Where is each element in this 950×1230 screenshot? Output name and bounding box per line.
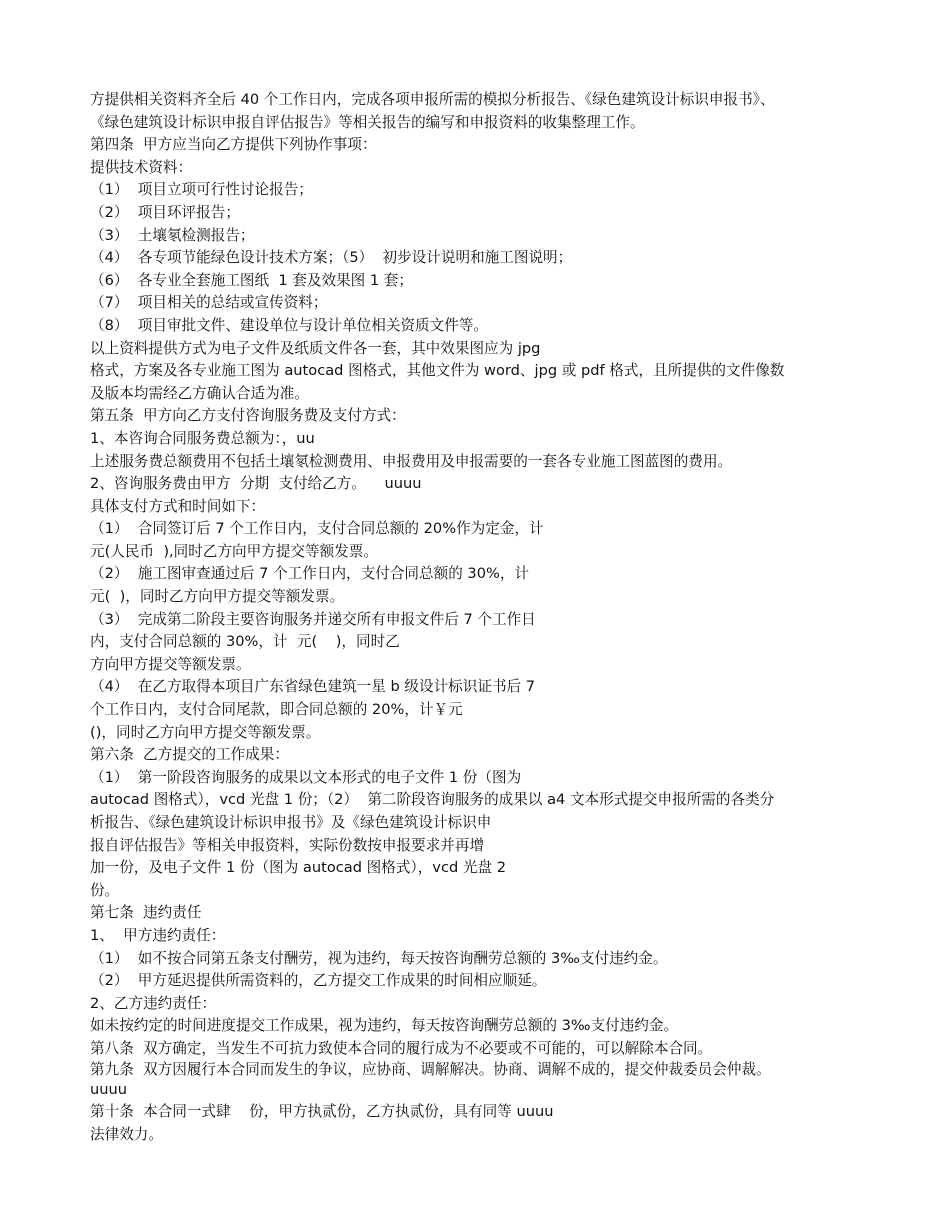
paragraph-line: 内，支付合同总额的 30%，计 元( )，同时乙 bbox=[90, 633, 400, 651]
paragraph-line: 格式，方案及各专业施工图为 autocad 图格式，其他文件为 word、jpg 或 pdf 格式，且所提供的文件像数 bbox=[90, 362, 785, 380]
paragraph-line: autocad 图格式），vcd 光盘 1 份；（2） 第二阶段咨询服务的成果以 a4 文本形式提交申报所需的各类分 bbox=[90, 791, 775, 809]
paragraph-line: 上述服务费总额费用不包括土壤氡检测费用、申报费用及申报需要的一套各专业施工图蓝图的费用。 bbox=[90, 452, 733, 470]
contract-document bbox=[90, 89, 880, 1146]
paragraph-line: 《绿色建筑设计标识申报自评估报告》等相关报告的编写和申报资料的收集整理工作。 bbox=[90, 113, 645, 131]
paragraph-line: 以上资料提供方式为电子文件及纸质文件各一套，其中效果图应为 jpg bbox=[90, 339, 541, 357]
list-item: （1） 第一阶段咨询服务的成果以文本形式的电子文件 1 份（图为 bbox=[90, 768, 522, 786]
paragraph-line: 1、本咨询合同服务费总额为：，uu bbox=[90, 429, 315, 447]
paragraph-line: 2、乙方违约责任： bbox=[90, 994, 217, 1012]
list-item: （6） 各专业全套施工图纸 1 套及效果图 1 套； bbox=[90, 271, 414, 289]
article-five-heading: 第五条 甲方向乙方支付咨询服务费及支付方式： bbox=[90, 407, 406, 425]
article-nine-heading: 第九条 双方因履行本合同而发生的争议，应协商、调解解决。协商、调解不成的，提交仲裁委员会仲裁。 bbox=[90, 1060, 771, 1078]
paragraph-line: 提供技术资料： bbox=[90, 158, 193, 176]
paragraph-line: 法律效力。 bbox=[90, 1125, 163, 1143]
list-item: （1） 合同签订后 7 个工作日内，支付合同总额的 20%作为定金，计 bbox=[90, 520, 544, 538]
paragraph-line: uuuu bbox=[90, 1080, 127, 1098]
article-ten-heading: 第十条 本合同一式肆 份，甲方执贰份，乙方执贰份，具有同等 uuuu bbox=[90, 1103, 554, 1121]
list-item: （8） 项目审批文件、建设单位与设计单位相关资质文件等。 bbox=[90, 316, 489, 334]
list-item: （4） 在乙方取得本项目广东省绿色建筑一星 b 级设计标识证书后 7 bbox=[90, 678, 536, 696]
list-item: （2） 项目环评报告； bbox=[90, 203, 240, 221]
paragraph-line: 元( )，同时乙方向甲方提交等额发票。 bbox=[90, 588, 345, 606]
paragraph-line: 如未按约定的时间进度提交工作成果，视为违约，每天按咨询酬劳总额的 3‰支付违约金。 bbox=[90, 1017, 679, 1035]
list-item: （1） 项目立项可行性讨论报告； bbox=[90, 181, 313, 199]
list-item: （1） 如不按合同第五条支付酬劳，视为违约，每天按咨询酬劳总额的 3‰支付违约金。 bbox=[90, 949, 668, 967]
paragraph-line: 析报告、《绿色建筑设计标识申报书》及《绿色建筑设计标识申 bbox=[90, 814, 492, 831]
paragraph-line: 个工作日内，支付合同尾款，即合同总额的 20%，计￥元 bbox=[90, 701, 463, 719]
list-item: （3） 土壤氡检测报告； bbox=[90, 226, 255, 244]
paragraph-line: 及版本均需经乙方确认合适为准。 bbox=[90, 384, 309, 402]
paragraph-line: 具体支付方式和时间如下： bbox=[90, 497, 266, 515]
list-item: （4） 各专项节能绿色设计技术方案；（5） 初步设计说明和施工图说明； bbox=[90, 249, 573, 267]
list-item: （3） 完成第二阶段主要咨询服务并递交所有申报文件后 7 个工作日 bbox=[90, 610, 536, 628]
article-six-heading: 第六条 乙方提交的工作成果： bbox=[90, 746, 289, 764]
paragraph-line: 方向甲方提交等额发票。 bbox=[90, 655, 251, 673]
paragraph-line: 2、咨询服务费由甲方 分期 支付给乙方。 uuuu bbox=[90, 475, 422, 493]
article-eight-heading: 第八条 双方确定，当发生不可抗力致使本合同的履行成为不必要或不可能的，可以解除本合同。 bbox=[90, 1039, 713, 1057]
paragraph-line: ()，同时乙方向甲方提交等额发票。 bbox=[90, 723, 321, 741]
paragraph-line: 加一份，及电子文件 1 份（图为 autocad 图格式），vcd 光盘 2 bbox=[90, 859, 506, 877]
list-item: （2） 施工图审查通过后 7 个工作日内，支付合同总额的 30%，计 bbox=[90, 565, 530, 583]
paragraph-line: 报自评估报告》等相关申报资料，实际份数按申报要求并再增 bbox=[90, 836, 485, 854]
paragraph-line: 方提供相关资料齐全后 40 个工作日内，完成各项申报所需的模拟分析报告、《绿色建筑设计标识申报书》、 bbox=[90, 91, 775, 108]
paragraph-line: 份。 bbox=[90, 881, 120, 899]
list-item: （2） 甲方延迟提供所需资料的，乙方提交工作成果的时间相应顺延。 bbox=[90, 972, 547, 990]
paragraph-line: 1、 甲方违约责任： bbox=[90, 926, 226, 944]
paragraph-line: 元(人民币 ),同时乙方向甲方提交等额发票。 bbox=[90, 542, 378, 560]
list-item: （7） 项目相关的总结或宣传资料； bbox=[90, 294, 328, 312]
article-seven-heading: 第七条 违约责任 bbox=[90, 904, 202, 922]
article-four-heading: 第四条 甲方应当向乙方提供下列协作事项： bbox=[90, 136, 377, 154]
